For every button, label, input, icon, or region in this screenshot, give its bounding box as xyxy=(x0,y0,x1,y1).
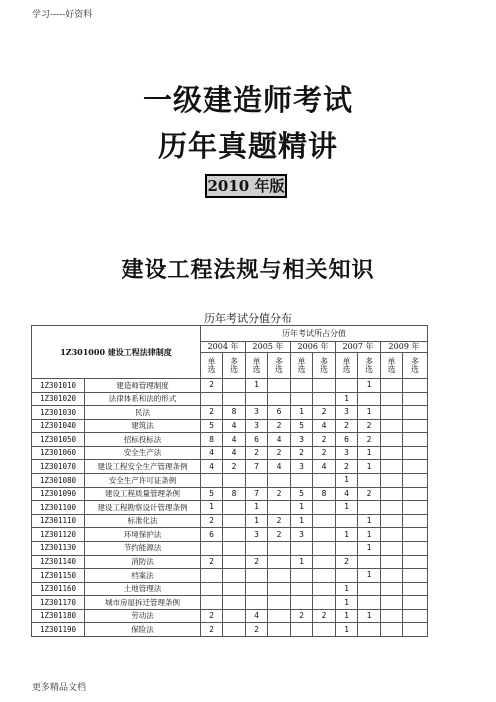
row-score-cell xyxy=(403,582,428,596)
row-score-cell: 1 xyxy=(291,514,313,528)
row-score-cell: 1 xyxy=(358,609,381,623)
row-score-cell xyxy=(336,569,358,583)
row-score-cell xyxy=(358,555,381,569)
row-score-cell: 3 xyxy=(336,406,358,420)
row-name: 档案法 xyxy=(85,569,201,583)
row-score-cell: 2 xyxy=(313,433,336,447)
table-subheader-char: 选 xyxy=(411,364,419,374)
table-row xyxy=(32,446,428,460)
row-score-cell xyxy=(403,433,428,447)
row-score-cell xyxy=(381,569,403,583)
row-score-cell xyxy=(381,392,403,406)
table-corner-header: 1Z301000 建设工程法律制度 xyxy=(32,326,201,379)
row-score-cell xyxy=(201,392,223,406)
row-score-cell: 2 xyxy=(201,555,223,569)
table-row xyxy=(32,555,428,569)
row-score-cell: 1 xyxy=(336,392,358,406)
row-score-cell xyxy=(381,474,403,488)
row-score-cell xyxy=(223,528,246,542)
row-score-cell: 8 xyxy=(223,487,246,501)
row-name: 劳动法 xyxy=(85,609,201,623)
row-score-cell xyxy=(313,514,336,528)
row-score-cell xyxy=(268,582,291,596)
row-score-cell: 4 xyxy=(223,419,246,433)
row-score-cell xyxy=(246,596,268,610)
row-score-cell: 1 xyxy=(358,514,381,528)
row-score-cell xyxy=(381,541,403,555)
row-score-cell xyxy=(403,541,428,555)
table-subheader-char: 选 xyxy=(230,364,238,374)
row-score-cell xyxy=(313,379,336,393)
row-code: 1Z301060 xyxy=(32,446,85,460)
row-code: 1Z301020 xyxy=(32,392,85,406)
row-code: 1Z301090 xyxy=(32,487,85,501)
row-score-cell: 1 xyxy=(336,596,358,610)
table-row xyxy=(32,514,428,528)
row-score-cell xyxy=(336,541,358,555)
table-row xyxy=(32,379,428,393)
row-score-cell: 3 xyxy=(336,446,358,460)
table-year-header: 2005 年 xyxy=(246,342,291,353)
row-score-cell xyxy=(268,541,291,555)
row-score-cell xyxy=(223,379,246,393)
row-score-cell xyxy=(403,528,428,542)
row-score-cell xyxy=(403,474,428,488)
row-code: 1Z301120 xyxy=(32,528,85,542)
row-code: 1Z301050 xyxy=(32,433,85,447)
row-score-cell: 2 xyxy=(268,487,291,501)
document-title-line-2: 历年真题精讲 xyxy=(157,129,338,163)
row-code: 1Z301180 xyxy=(32,609,85,623)
table-subheader xyxy=(246,353,268,379)
row-name: 建设工程安全生产管理条例 xyxy=(85,460,201,474)
row-name: 招标投标法 xyxy=(85,433,201,447)
table-subheader xyxy=(358,353,381,379)
row-score-cell: 2 xyxy=(336,460,358,474)
row-score-cell: 4 xyxy=(268,460,291,474)
row-score-cell: 1 xyxy=(201,501,223,515)
row-score-cell: 1 xyxy=(358,541,381,555)
row-score-cell: 5 xyxy=(201,487,223,501)
row-name: 安全生产法 xyxy=(85,446,201,460)
row-score-cell: 1 xyxy=(336,528,358,542)
row-code: 1Z301110 xyxy=(32,514,85,528)
table-group-header: 历年考试所占分值 xyxy=(201,326,428,342)
row-score-cell xyxy=(268,555,291,569)
row-score-cell xyxy=(381,596,403,610)
table-header-row xyxy=(32,326,428,342)
row-score-cell: 3 xyxy=(291,528,313,542)
row-score-cell: 8 xyxy=(201,433,223,447)
table-subheader-char: 选 xyxy=(275,364,283,374)
row-name: 消防法 xyxy=(85,555,201,569)
row-score-cell xyxy=(268,569,291,583)
document-title-line-1: 一级建造师考试 xyxy=(142,83,353,117)
row-score-cell xyxy=(313,501,336,515)
row-score-cell xyxy=(403,460,428,474)
row-score-cell: 1 xyxy=(336,623,358,637)
row-score-cell: 2 xyxy=(313,609,336,623)
row-score-cell xyxy=(291,379,313,393)
row-score-cell xyxy=(223,541,246,555)
row-score-cell: 1 xyxy=(246,379,268,393)
row-score-cell xyxy=(381,460,403,474)
row-score-cell xyxy=(358,501,381,515)
row-score-cell: 2 xyxy=(313,406,336,420)
row-score-cell xyxy=(381,555,403,569)
row-score-cell xyxy=(223,582,246,596)
row-score-cell xyxy=(223,474,246,488)
row-score-cell xyxy=(381,406,403,420)
row-score-cell xyxy=(313,596,336,610)
table-year-header: 2004 年 xyxy=(201,342,246,353)
row-score-cell: 2 xyxy=(246,555,268,569)
row-score-cell xyxy=(223,392,246,406)
row-name: 建设工程勘察设计管理条例 xyxy=(85,501,201,515)
edition-badge: 2010 年版 xyxy=(205,174,287,198)
row-score-cell: 2 xyxy=(201,379,223,393)
table-row xyxy=(32,609,428,623)
row-score-cell xyxy=(223,555,246,569)
row-score-cell: 4 xyxy=(201,460,223,474)
row-score-cell: 5 xyxy=(201,419,223,433)
row-score-cell xyxy=(403,596,428,610)
row-score-cell: 2 xyxy=(291,609,313,623)
row-score-cell: 6 xyxy=(336,433,358,447)
row-score-cell: 1 xyxy=(336,582,358,596)
row-score-cell: 1 xyxy=(358,379,381,393)
row-score-cell: 4 xyxy=(223,433,246,447)
row-score-cell xyxy=(268,474,291,488)
row-score-cell: 4 xyxy=(201,446,223,460)
row-code: 1Z301150 xyxy=(32,569,85,583)
row-score-cell: 4 xyxy=(313,460,336,474)
row-score-cell: 1 xyxy=(291,406,313,420)
row-score-cell xyxy=(268,379,291,393)
row-score-cell xyxy=(291,582,313,596)
table-subheader-char: 选 xyxy=(207,364,216,374)
table-row xyxy=(32,569,428,583)
row-score-cell: 7 xyxy=(246,460,268,474)
row-score-cell xyxy=(268,623,291,637)
table-caption: 历年考试分值分布 xyxy=(204,312,292,325)
row-score-cell xyxy=(201,541,223,555)
score-distribution-table xyxy=(31,325,428,637)
table-subheader-char: 选 xyxy=(365,364,373,374)
table-row xyxy=(32,474,428,488)
table-subheader xyxy=(381,353,403,379)
row-score-cell xyxy=(403,392,428,406)
table-subheader xyxy=(313,353,336,379)
row-code: 1Z301010 xyxy=(32,379,85,393)
table-row xyxy=(32,528,428,542)
row-score-cell xyxy=(403,569,428,583)
row-score-cell: 1 xyxy=(336,474,358,488)
table-row xyxy=(32,582,428,596)
row-score-cell: 2 xyxy=(268,446,291,460)
row-score-cell xyxy=(313,582,336,596)
row-score-cell: 4 xyxy=(336,487,358,501)
row-score-cell: 2 xyxy=(358,419,381,433)
table-year-header: 2006 年 xyxy=(291,342,336,353)
table-subheader-char: 单 xyxy=(387,356,396,366)
row-score-cell xyxy=(291,569,313,583)
row-name: 安全生产许可证条例 xyxy=(85,474,201,488)
row-score-cell xyxy=(313,623,336,637)
table-subheader-char: 多 xyxy=(320,356,328,366)
row-score-cell xyxy=(358,596,381,610)
row-score-cell: 2 xyxy=(336,555,358,569)
row-score-cell: 1 xyxy=(358,406,381,420)
page-header-note: 学习-----好资料 xyxy=(32,10,93,20)
row-score-cell: 1 xyxy=(358,446,381,460)
row-code: 1Z301080 xyxy=(32,474,85,488)
row-score-cell: 2 xyxy=(201,406,223,420)
row-score-cell xyxy=(201,596,223,610)
table-subheader-char: 多 xyxy=(411,356,419,366)
row-name: 土地管理法 xyxy=(85,582,201,596)
row-score-cell: 2 xyxy=(268,514,291,528)
row-score-cell: 1 xyxy=(291,501,313,515)
row-score-cell: 2 xyxy=(313,446,336,460)
row-score-cell: 2 xyxy=(201,623,223,637)
row-score-cell: 1 xyxy=(358,460,381,474)
table-subheader xyxy=(223,353,246,379)
row-score-cell xyxy=(313,528,336,542)
row-score-cell xyxy=(358,392,381,406)
row-score-cell xyxy=(223,501,246,515)
row-code: 1Z301140 xyxy=(32,555,85,569)
row-score-cell xyxy=(358,474,381,488)
row-score-cell xyxy=(291,474,313,488)
row-score-cell xyxy=(223,609,246,623)
table-subheader xyxy=(336,353,358,379)
row-score-cell: 1 xyxy=(358,569,381,583)
table-row xyxy=(32,541,428,555)
row-score-cell xyxy=(313,569,336,583)
table-year-header: 2007 年 xyxy=(336,342,381,353)
row-score-cell xyxy=(381,487,403,501)
row-score-cell: 2 xyxy=(223,460,246,474)
row-score-cell: 3 xyxy=(291,460,313,474)
row-score-cell: 6 xyxy=(246,433,268,447)
page-footer-note: 更多精品文档 xyxy=(32,683,87,693)
row-score-cell xyxy=(246,582,268,596)
table-year-header: 2009 年 xyxy=(381,342,428,353)
table-subheader-char: 选 xyxy=(252,364,261,374)
row-name: 城市房屋拆迁管理条例 xyxy=(85,596,201,610)
row-score-cell xyxy=(268,609,291,623)
row-code: 1Z301130 xyxy=(32,541,85,555)
table-row xyxy=(32,596,428,610)
row-score-cell: 8 xyxy=(313,487,336,501)
row-score-cell: 2 xyxy=(268,528,291,542)
row-score-cell xyxy=(201,569,223,583)
row-name: 建设工程质量管理条例 xyxy=(85,487,201,501)
row-name: 建筑法 xyxy=(85,419,201,433)
row-score-cell xyxy=(223,569,246,583)
row-score-cell: 2 xyxy=(201,609,223,623)
row-score-cell: 1 xyxy=(246,501,268,515)
row-score-cell xyxy=(268,501,291,515)
row-score-cell: 3 xyxy=(291,433,313,447)
row-score-cell xyxy=(201,582,223,596)
row-score-cell: 2 xyxy=(246,446,268,460)
row-name: 保险法 xyxy=(85,623,201,637)
row-score-cell xyxy=(246,541,268,555)
row-score-cell xyxy=(403,446,428,460)
table-subheader xyxy=(268,353,291,379)
row-score-cell xyxy=(381,433,403,447)
row-score-cell xyxy=(223,623,246,637)
table-subheader-char: 多 xyxy=(275,356,283,366)
row-code: 1Z301070 xyxy=(32,460,85,474)
row-name: 节约能源法 xyxy=(85,541,201,555)
table-subheader-char: 选 xyxy=(297,364,306,374)
row-code: 1Z301040 xyxy=(32,419,85,433)
row-score-cell xyxy=(381,446,403,460)
row-score-cell xyxy=(403,379,428,393)
row-score-cell xyxy=(313,392,336,406)
table-row xyxy=(32,419,428,433)
row-score-cell xyxy=(403,501,428,515)
row-score-cell: 4 xyxy=(268,433,291,447)
row-score-cell xyxy=(381,609,403,623)
row-score-cell: 3 xyxy=(246,419,268,433)
row-score-cell xyxy=(381,528,403,542)
table-row xyxy=(32,487,428,501)
row-score-cell xyxy=(403,609,428,623)
row-score-cell xyxy=(268,596,291,610)
row-score-cell: 2 xyxy=(268,419,291,433)
row-score-cell: 2 xyxy=(336,419,358,433)
row-score-cell xyxy=(381,623,403,637)
row-score-cell: 1 xyxy=(246,514,268,528)
table-row xyxy=(32,501,428,515)
row-score-cell: 1 xyxy=(291,555,313,569)
row-score-cell: 1 xyxy=(336,501,358,515)
row-name: 法律体系和法的形式 xyxy=(85,392,201,406)
row-score-cell xyxy=(403,514,428,528)
row-name: 标准化法 xyxy=(85,514,201,528)
row-score-cell: 5 xyxy=(291,419,313,433)
row-score-cell xyxy=(246,569,268,583)
table-subheader-char: 选 xyxy=(320,364,328,374)
table-subheader-char: 选 xyxy=(387,364,396,374)
row-score-cell xyxy=(268,392,291,406)
table-row xyxy=(32,623,428,637)
row-score-cell: 4 xyxy=(313,419,336,433)
table-row xyxy=(32,406,428,420)
row-score-cell: 3 xyxy=(246,406,268,420)
table-subheader-char: 多 xyxy=(230,356,238,366)
row-score-cell: 5 xyxy=(291,487,313,501)
row-score-cell xyxy=(246,392,268,406)
table-subheader xyxy=(403,353,428,379)
row-score-cell xyxy=(381,379,403,393)
table-subheader-char: 单 xyxy=(252,356,261,366)
row-score-cell xyxy=(403,419,428,433)
row-score-cell xyxy=(336,379,358,393)
table-subheader xyxy=(291,353,313,379)
row-score-cell xyxy=(403,406,428,420)
table-row xyxy=(32,392,428,406)
row-score-cell: 1 xyxy=(336,609,358,623)
table-subheader-char: 单 xyxy=(342,356,351,366)
row-score-cell xyxy=(403,555,428,569)
row-code: 1Z301160 xyxy=(32,582,85,596)
row-score-cell: 2 xyxy=(358,433,381,447)
row-score-cell: 6 xyxy=(268,406,291,420)
table-row xyxy=(32,433,428,447)
row-score-cell: 4 xyxy=(246,609,268,623)
row-name: 民法 xyxy=(85,406,201,420)
row-score-cell xyxy=(313,541,336,555)
row-score-cell xyxy=(358,623,381,637)
row-score-cell: 8 xyxy=(223,406,246,420)
row-score-cell xyxy=(291,596,313,610)
row-score-cell xyxy=(291,392,313,406)
row-score-cell xyxy=(246,474,268,488)
row-score-cell xyxy=(381,419,403,433)
row-score-cell: 1 xyxy=(358,528,381,542)
row-score-cell xyxy=(223,514,246,528)
row-score-cell: 2 xyxy=(291,446,313,460)
row-score-cell xyxy=(291,541,313,555)
table-subheader-char: 单 xyxy=(297,356,306,366)
table-subheader-char: 选 xyxy=(342,364,351,374)
row-score-cell xyxy=(336,514,358,528)
row-score-cell xyxy=(291,623,313,637)
row-code: 1Z301100 xyxy=(32,501,85,515)
subject-heading: 建设工程法规与相关知识 xyxy=(121,258,375,283)
row-score-cell xyxy=(223,596,246,610)
row-score-cell xyxy=(403,623,428,637)
row-score-cell: 2 xyxy=(358,487,381,501)
row-score-cell xyxy=(403,487,428,501)
row-score-cell: 7 xyxy=(246,487,268,501)
row-code: 1Z301030 xyxy=(32,406,85,420)
row-score-cell xyxy=(313,555,336,569)
row-score-cell xyxy=(201,474,223,488)
row-score-cell xyxy=(381,501,403,515)
table-subheader-char: 单 xyxy=(207,356,216,366)
row-code: 1Z301190 xyxy=(32,623,85,637)
row-score-cell xyxy=(381,582,403,596)
row-name: 建造师管理制度 xyxy=(85,379,201,393)
row-score-cell xyxy=(313,474,336,488)
row-score-cell: 2 xyxy=(201,514,223,528)
row-score-cell: 6 xyxy=(201,528,223,542)
row-score-cell xyxy=(358,582,381,596)
table-subheader xyxy=(201,353,223,379)
row-code: 1Z301170 xyxy=(32,596,85,610)
table-subheader-char: 多 xyxy=(365,356,373,366)
row-score-cell: 3 xyxy=(246,528,268,542)
table-row xyxy=(32,460,428,474)
row-score-cell: 2 xyxy=(246,623,268,637)
row-score-cell xyxy=(381,514,403,528)
row-name: 环境保护法 xyxy=(85,528,201,542)
row-score-cell: 4 xyxy=(223,446,246,460)
